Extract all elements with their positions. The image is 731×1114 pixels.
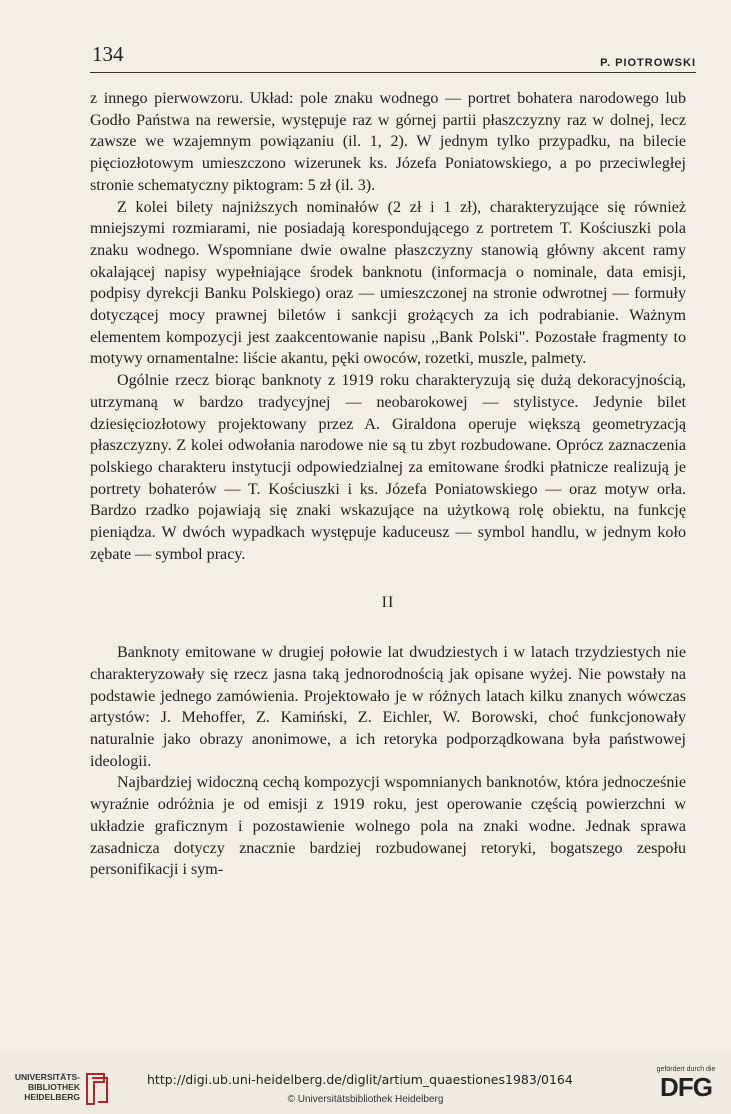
section-number: II — [381, 594, 395, 612]
paragraph: z innego pierwowzoru. Układ: pole znaku wodnego — portret bohatera narodowego lub Godło Państwa na rewersie, występuje raz w górnej partii płaszczyzny raz w dolnej, lecz zawsze we wzajemnym powiązaniu (il. 1, 2). W jednym tylko przypadku, na bilecie pięciozłotowym umieszczono wizerunek ks. Józefa Poniatowskiego, a po przeciwległej stronie schematyczny piktogram: 5 zł (il. 3). — [90, 90, 686, 194]
dfg-caption: gefördert durch die — [656, 1066, 716, 1073]
body-text — [90, 88, 686, 881]
running-head: P. PIOTROWSKI — [600, 57, 696, 69]
paragraph: Banknoty emitowane w drugiej połowie lat dwudziestych i w latach trzydziestych nie charakteryzowały się rzecz jasna taką jednorodnością jak opisane wyżej. Nie powstały na podstawie jednego zamówienia. Projektowało je w różnych latach kilku znanych wówczas artystów: J. Mehoffer, Z. Kamiński, Z. Eichler, W. Borowski, choć funkcjonowały naturalnie jako obrazy anonimowe, a ich retoryka podporządkowana była państwowej ideologii. — [90, 644, 686, 770]
page-number: 134 — [92, 42, 124, 66]
dfg-logo[interactable] — [655, 1066, 717, 1110]
copyright-notice: © Universitätsbibliothek Heidelberg — [287, 1094, 444, 1105]
paragraph: Ogólnie rzecz biorąc banknoty z 1919 roku charakteryzują się dużą dekoracyjnością, utrzymaną w bardzo tradycyjnej — neobarokowej — stylistyce. Jedynie bilet dziesięciozłotowy projektowany przez A. Giraldona operuje większą geometryzacją płaszczyzny. Z kolei odwołania narodowe nie są tu zbyt rozbudowane. Oprócz zaznaczenia polskiego charakteru instytucji odpowiedzialnej za emitowane środki płatnicze realizują je portrety bohaterów — T. Kościuszki i ks. Józefa Poniatowskiego — oraz motyw orła. Bardzo rzadko pojawiają się znaki wskazujące na użytkową rolę obiektu, na funkcję pieniądza. W dwóch wypadkach występuje kaduceusz — symbol handlu, w jednym koło zębate — symbol pracy. — [90, 372, 686, 563]
library-logo-line: UNIVERSITÄTS- — [14, 1072, 80, 1082]
library-logo-line: HEIDELBERG — [24, 1092, 80, 1102]
library-logo-line: BIBLIOTHEK — [28, 1082, 80, 1092]
paragraph: Najbardziej widoczną cechą kompozycji wspomnianych banknotów, która jednocześnie wyraźnie odróżnia je od emisji z 1919 roku, jest operowanie częścią powierzchni w układzie graficznym i pozostawienie wolnego pola na znaki wodne. Jednak sprawa zasadnicza dotyczy znacznie bardziej rozbudowanej retoryki, bogatszego zespołu personifikacji i sym- — [90, 774, 686, 879]
footer-bar — [0, 1060, 731, 1114]
source-url-link[interactable]: http://digi.ub.uni-heidelberg.de/diglit/artium_quaestiones1983/0164 — [147, 1072, 573, 1087]
paragraph: Z kolei bilety najniższych nominałów (2 zł i 1 zł), charakteryzujące się również mniejszymi rozmiarami, nie posiadają korespondującego z portretem T. Kościuszki pola znaku wodnego. Wspomniane dwie owalne płaszczyzny stanowią główny akcent ramy okalającej napisy wypełniające środek banknotu (informacja o nominale, data emisji, podpisy dyrekcji Banku Polskiego) oraz — umieszczonej na stronie odwrotnej — formuły dotyczącej mocy prawnej biletów i sankcji grożących za ich podrabianie. Ważnym elementem kompozycji jest zaakcentowanie napisu ,,Bank Polski". Pozostałe fragmenty to motywy ornamentalne: liście akantu, pęki owoców, rozetki, muszle, palmety. — [90, 198, 686, 368]
page-header — [90, 40, 696, 73]
dfg-wordmark: DFG — [660, 1072, 712, 1102]
